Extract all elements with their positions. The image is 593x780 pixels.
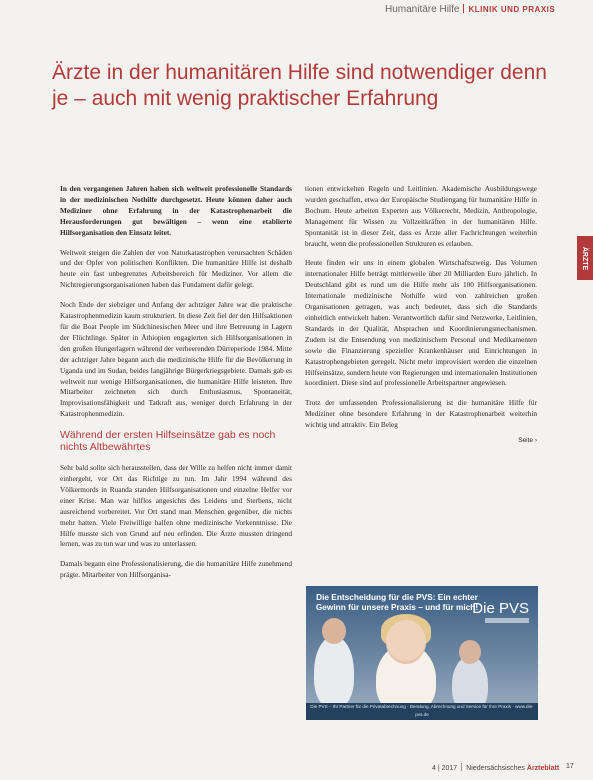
continued-marker: Seite › <box>518 437 537 445</box>
header-category: KLINIK UND PRAXIS <box>468 5 556 14</box>
footer-divider <box>461 763 462 771</box>
magazine-prefix: Niedersächsisches <box>466 765 525 772</box>
lead-paragraph: In den vergangenen Jahren haben sich weltweit professionelle Standards in der medizinischen Nothilfe durchgesetzt. Heute können daher auch Mediziner ohne Erfahrung in der Katastrophenarbeit die Herausforderungen gut bewältigen – wenn eine etablierte Hilfsorganisation den Einsatz leitet. <box>60 184 292 237</box>
advertisement[interactable] <box>306 586 538 720</box>
magazine-brand: Ärzteblatt <box>526 765 560 772</box>
page-footer <box>432 763 559 772</box>
ad-footer-bar: Die PVS – Ihr Partner für die Privatabrechnung · Beratung, Abrechnung und Service für Ihre Praxis · www.die-pvs.de <box>306 703 538 720</box>
body-paragraph: tionen entwickelten Regeln und Leitlinien. Akademische Ausbildungswege wurden geschaffen, etwa der Europäische Studiengang für humanitäre Hilfe in Bochum. Heute arbeiten Experten aus Völkerrecht, Medizin, Anthropologie, Management für Wissen zu Vollzeitkräften in der humanitären Hilfe. Spontanität ist in dieser Zeit, dass es Ärzte aller Fachrichtungen weiterhin braucht, wenn die professionellen Strukturen es erlauben. <box>305 184 537 248</box>
issue-number: 4 | 2017 <box>432 765 458 772</box>
body-paragraph: Heute finden wir uns in einem globalen Wirtschaftszweig. Das Volumen internationaler Hilfe beträgt mittlerweile über 20 Milliarden Euro jährlich. In Deutschland gibt es rund um die Hilfe mehr als 100 Hilfsorganisationen. Internationale medizinische Nothilfe wird von zahlreichen großen Organisationen getragen, was auch bedeutet, dass sich die Standards einheitlich entwickelt haben. Verantwortlich dafür sind Netzwerke, Leitlinien, Standards in der Qualität, Absprachen und Koordinierungsmechanismen. Zudem ist die Entsendung von medizinischem Personal und Medikamenten sowie die Finanzierung spezieller Krankenhäuser und Einrichtungen in Katastrophengebieten geregelt. Nicht mehr improvisiert werden die einzelnen Hilfseinsätze, sondern heute von Regierungen und internationalen Institutionen koordiniert. Diese sind auf professionelle Arbeitspartner angewiesen. <box>305 258 537 388</box>
article-column-right <box>305 184 537 447</box>
side-tab <box>577 236 593 280</box>
body-paragraph: Weltweit steigen die Zahlen der von Naturkatastrophen verursachten Schäden und der Opfer von politischen Konflikten. Die humanitäre Hilfe ist deshalb heute ein fast unbegrenztes Arbeitsbereich für Mediziner. Vor allem die Nichtregierungsorganisationen haben das Fundament dafür gelegt. <box>60 247 292 290</box>
ad-brand-logo: Die PVS <box>472 600 529 617</box>
subheading: Während der ersten Hilfseinsätze gab es noch nichts Altbewährtes <box>60 429 276 454</box>
ad-photo-doctor <box>314 636 354 708</box>
running-header <box>385 4 585 18</box>
body-paragraph: Sehr bald sollte sich herausstellen, dass der Wille zu helfen nicht immer damit einhergeht, vor Ort das Richtige zu tun. Im Jahr 1994 während des Völkermords in Ruanda standen Hilfsorganisationen und einzelne Helfer vor einer Krise. Man war hilflos angesichts des Leidens und Sterbens, nicht ausreichend vorbereitet. Vor Ort stand man Menschen gegenüber, die nichts mehr hatten. Viele Freiwillige halfen ohne medizinische Vorkenntnisse. Die Hilfe musste sich von Grund auf neu erfinden. Die Ärzte mussten dringend lernen, was zu tun war und was zu unterlassen. <box>60 463 292 549</box>
body-paragraph: Trotz der umfassenden Professionalisierung ist die humanitäre Hilfe für Mediziner ohne besondere Erfahrung in der Katastrophenarbeit weiterhin wichtig und attraktiv. Ein Beleg <box>305 398 537 430</box>
page-number: 17 <box>566 763 574 770</box>
article-column-left <box>60 184 292 590</box>
header-section: Humanitäre Hilfe <box>385 4 460 15</box>
header-divider <box>463 4 464 13</box>
article-title: Ärzte in der humanitären Hilfe sind notwendiger denn je – auch mit wenig praktischer Erfahrung <box>52 61 547 110</box>
body-paragraph: Damals begann eine Professionalisierung, die die humanitäre Hilfe zunehmend prägte. Mitarbeiter von Hilfsorganisa- <box>60 559 292 580</box>
ad-brand-tagline-bar <box>485 618 529 623</box>
ad-headline: Die Entscheidung für die PVS: Ein echter Gewinn für unsere Praxis – und für mich! <box>315 592 479 612</box>
side-tab-label: ÄRZTE <box>581 246 589 270</box>
body-paragraph: Noch Ende der siebziger und Anfang der achtziger Jahre war die praktische Katastrophenmedizin kaum strukturiert. In diese Zeit fiel der den Hilfsaktionen für die Boat People im Südchinesischen Meer und ihre Betreuung in Lagern der Flüchtlinge. Später in Äthiopien engagierten sich Hilfsorganisationen in den großen Hungerlagern während der verheerenden Dürreperiode 1984. Mitte der achtziger Jahre begann auch die medizinische Hilfe für die Bevölkerung in Uganda und im Sudan, beides langjährige Bürgerkriegsgebiete. Damals gab es weltweit nur wenige Hilfsorganisationen, die humanitäre Hilfe leisteten. Ihre Mitarbeiter zeichneten sich durch Enthusiasmus, Spontaneität, Improvisationsfähigkeit und Tatkraft aus, weniger durch Erfahrung in der Katastrophenmedizin. <box>60 300 292 419</box>
